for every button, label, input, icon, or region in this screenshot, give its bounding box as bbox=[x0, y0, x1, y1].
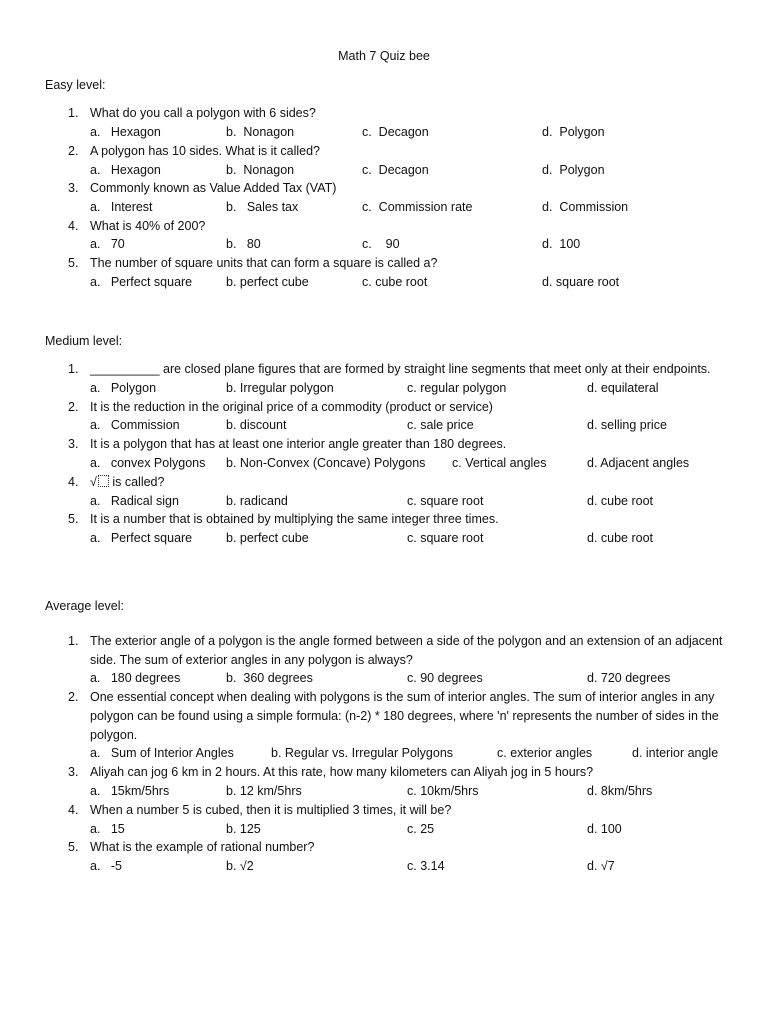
choice-d: d. Polygon bbox=[542, 163, 605, 177]
choice-c: c. sale price bbox=[407, 418, 474, 432]
choice-a: a. convex Polygons bbox=[90, 456, 206, 470]
choice-b: b. Sales tax bbox=[226, 200, 299, 214]
choice-d: d. Polygon bbox=[542, 125, 605, 139]
question-number: 5. bbox=[68, 512, 79, 526]
choice-a: a. Interest bbox=[90, 200, 153, 214]
choice-b: b. 125 bbox=[226, 822, 261, 836]
question-text: What is 40% of 200? bbox=[90, 219, 206, 233]
choice-a: a. Commission bbox=[90, 418, 180, 432]
question-text: The exterior angle of a polygon is the angle formed between a side of the polygon and an extension of an adjacent side. The sum of exterior angles in any polygon is always? bbox=[90, 634, 723, 667]
choice-a: a. Polygon bbox=[90, 381, 157, 395]
question-text: __________ are closed plane figures that are formed by straight line segments that meet only at their endpoints. bbox=[90, 362, 711, 376]
choice-b: b. discount bbox=[226, 418, 287, 432]
choice-a: a. Hexagon bbox=[90, 125, 161, 139]
choice-d: d. 100 bbox=[587, 822, 622, 836]
choice-d: d. 720 degrees bbox=[587, 671, 671, 685]
radicand-placeholder-box bbox=[98, 475, 109, 487]
choice-b: b. Non-Convex (Concave) Polygons bbox=[226, 456, 426, 470]
choice-a: a. Perfect square bbox=[90, 275, 193, 289]
choice-c: c. Commission rate bbox=[362, 200, 473, 214]
choice-d: d. cube root bbox=[587, 531, 654, 545]
choice-a: a. -5 bbox=[90, 859, 122, 873]
choice-b: b. Irregular polygon bbox=[226, 381, 334, 395]
question-number: 3. bbox=[68, 181, 79, 195]
choice-c: c. 90 degrees bbox=[407, 671, 483, 685]
choice-c: c. Decagon bbox=[362, 125, 429, 139]
choice-a: a. Perfect square bbox=[90, 531, 193, 545]
choice-a: a. 15 bbox=[90, 822, 125, 836]
choice-b: b. Nonagon bbox=[226, 163, 295, 177]
choice-b: b. 80 bbox=[226, 237, 261, 251]
choice-c: c. 25 bbox=[407, 822, 435, 836]
choice-c: c. cube root bbox=[362, 275, 428, 289]
question-text: It is a number that is obtained by multiplying the same integer three times. bbox=[90, 512, 499, 526]
question-number: 5. bbox=[68, 256, 79, 270]
choice-b: b. √2 bbox=[226, 859, 254, 873]
question-text-rest: is called? bbox=[108, 475, 165, 489]
choice-c: c. Vertical angles bbox=[452, 456, 547, 470]
choice-d: d. cube root bbox=[587, 494, 654, 508]
choice-c: c. Decagon bbox=[362, 163, 429, 177]
question-number: 3. bbox=[68, 437, 79, 451]
choice-d: d. selling price bbox=[587, 418, 667, 432]
choice-d: d. interior angle bbox=[632, 746, 719, 760]
choice-a: a. Radical sign bbox=[90, 494, 179, 508]
question-number: 2. bbox=[68, 144, 79, 158]
choice-b: b. perfect cube bbox=[226, 275, 309, 289]
choice-a: a. 180 degrees bbox=[90, 671, 181, 685]
question-text: It is the reduction in the original price of a commodity (product or service) bbox=[90, 400, 493, 414]
choice-a: a. Sum of Interior Angles bbox=[90, 746, 234, 760]
choice-b: b. 360 degrees bbox=[226, 671, 313, 685]
question-text: A polygon has 10 sides. What is it called? bbox=[90, 144, 320, 158]
question-text bbox=[90, 473, 164, 491]
question-text: What do you call a polygon with 6 sides? bbox=[90, 106, 316, 120]
choice-b: b. Regular vs. Irregular Polygons bbox=[271, 746, 454, 760]
choice-c: c. 10km/5hrs bbox=[407, 784, 479, 798]
choice-b: b. 12 km/5hrs bbox=[226, 784, 302, 798]
page-title: Math 7 Quiz bee bbox=[338, 49, 430, 63]
section-heading-easy: Easy level: bbox=[45, 78, 106, 92]
choice-d: d. square root bbox=[542, 275, 620, 289]
choice-c: c. 90 bbox=[362, 237, 400, 251]
question-number: 5. bbox=[68, 840, 79, 854]
section-heading-medium: Medium level: bbox=[45, 334, 123, 348]
choice-d: d. equilateral bbox=[587, 381, 659, 395]
question-text: What is the example of rational number? bbox=[90, 840, 315, 854]
question-number: 2. bbox=[68, 400, 79, 414]
choice-a: a. Hexagon bbox=[90, 163, 161, 177]
choice-d: d. √7 bbox=[587, 859, 615, 873]
choice-c: c. 3.14 bbox=[407, 859, 445, 873]
question-text: Commonly known as Value Added Tax (VAT) bbox=[90, 181, 337, 195]
question-text: The number of square units that can form a square is called a? bbox=[90, 256, 438, 270]
choice-a: a. 70 bbox=[90, 237, 125, 251]
choice-d: d. Adjacent angles bbox=[587, 456, 690, 470]
question-number: 4. bbox=[68, 803, 79, 817]
question-number: 2. bbox=[68, 690, 79, 704]
section-heading-average: Average level: bbox=[45, 599, 124, 613]
question-number: 4. bbox=[68, 219, 79, 233]
choice-b: b. Nonagon bbox=[226, 125, 295, 139]
question-number: 4. bbox=[68, 475, 79, 489]
choice-c: c. exterior angles bbox=[497, 746, 593, 760]
question-number: 3. bbox=[68, 765, 79, 779]
question-number: 1. bbox=[68, 362, 79, 376]
question-text: When a number 5 is cubed, then it is multiplied 3 times, it will be? bbox=[90, 803, 452, 817]
question-number: 1. bbox=[68, 634, 79, 648]
choice-d: d. 100 bbox=[542, 237, 581, 251]
choice-c: c. square root bbox=[407, 531, 484, 545]
choice-b: b. radicand bbox=[226, 494, 288, 508]
question-text: It is a polygon that has at least one interior angle greater than 180 degrees. bbox=[90, 437, 507, 451]
radical-sign: √ bbox=[90, 475, 97, 489]
question-text: One essential concept when dealing with polygons is the sum of interior angles. The sum of interior angles in any polygon can be found using a simple formula: (n-2) * 180 degrees, where 'n' represents the number of sides in the polygon. bbox=[90, 690, 719, 742]
choice-c: c. square root bbox=[407, 494, 484, 508]
choice-d: d. Commission bbox=[542, 200, 629, 214]
choice-d: d. 8km/5hrs bbox=[587, 784, 653, 798]
choice-c: c. regular polygon bbox=[407, 381, 507, 395]
question-number: 1. bbox=[68, 106, 79, 120]
question-text: Aliyah can jog 6 km in 2 hours. At this rate, how many kilometers can Aliyah jog in 5 hours? bbox=[90, 765, 594, 779]
choice-a: a. 15km/5hrs bbox=[90, 784, 170, 798]
choice-b: b. perfect cube bbox=[226, 531, 309, 545]
